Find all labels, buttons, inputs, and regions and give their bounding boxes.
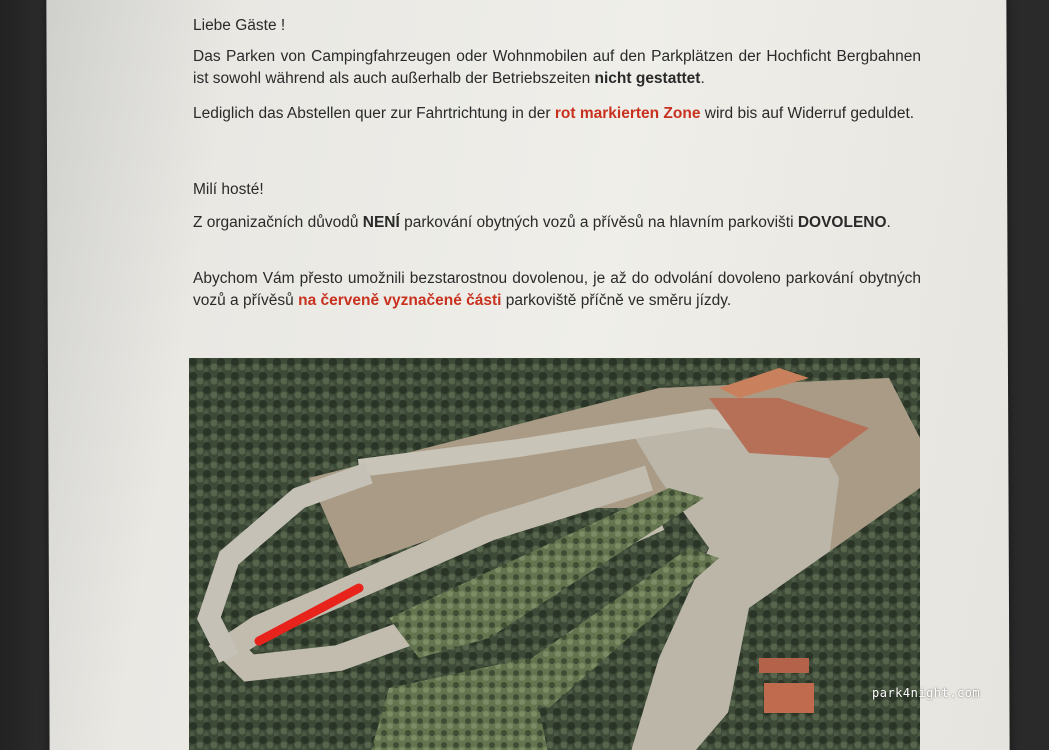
emphasis-allowed: DOVOLENO — [797, 214, 887, 231]
paragraph-german-2: Lediglich das Abstellen quer zur Fahrtrichtung in der rot markierten Zone wird bis auf Widerruf geduldet. — [193, 105, 915, 122]
emphasis-not: NENÍ — [362, 214, 400, 231]
paragraph-czech-2: Abychom Vám přesto umožnili bezstarostnou dovolenou, je až do odvolání dovoleno parkování obytných vozů a přívěsů na červeně vyznačené části parkoviště příčně ve směru jízdy. — [193, 270, 921, 309]
red-zone-text-german: rot markierten Zone — [554, 105, 701, 122]
paragraph-german-1: Das Parken von Campingfahrzeugen oder Wohnmobilen auf den Parkplätzen der Hochficht Bergbahnen ist sowohl während als auch außerhalb der Betriebszeiten nicht gestattet. — [193, 48, 921, 87]
watermark: park4night.com — [872, 686, 981, 700]
aerial-photo-parking — [189, 358, 920, 750]
emphasis-not-allowed: nicht gestattet — [594, 70, 701, 87]
red-zone-text-czech: na červeně vyznačené části — [298, 292, 502, 309]
paragraph-czech-1: Z organizačních důvodů NENÍ parkování obytných vozů a přívěsů na hlavním parkovišti DOVOLENO. — [193, 214, 891, 231]
greeting-czech: Milí hosté! — [193, 181, 264, 198]
greeting-german: Liebe Gäste ! — [193, 17, 286, 34]
